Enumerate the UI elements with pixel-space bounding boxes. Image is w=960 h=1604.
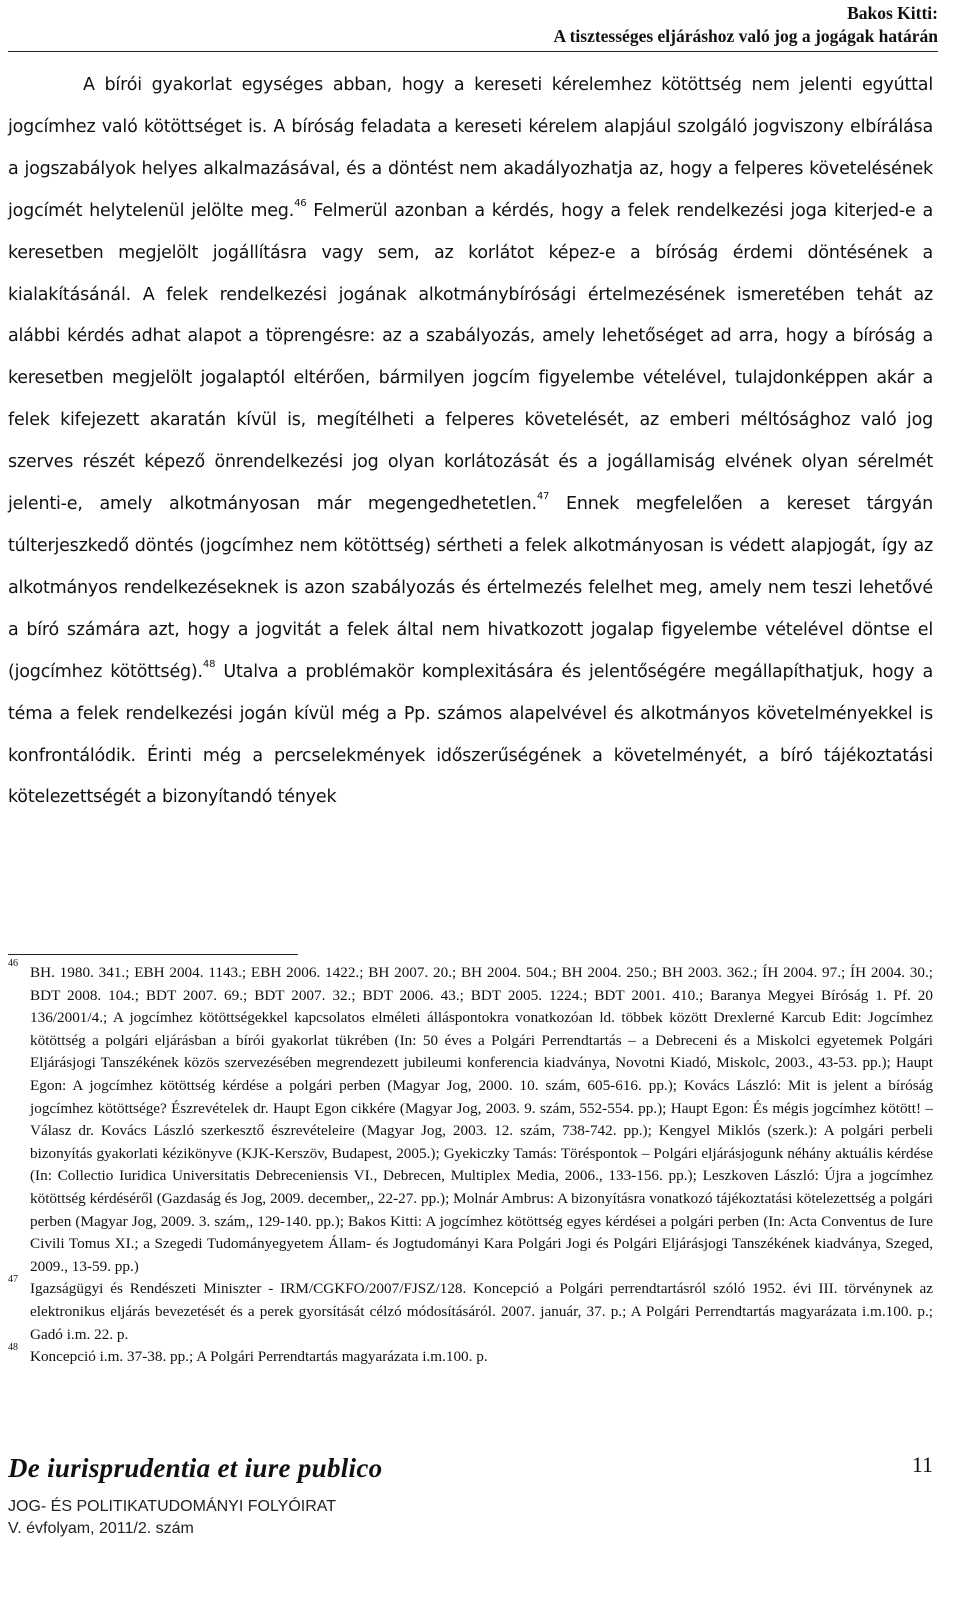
footnote-divider <box>8 954 298 955</box>
footnote-number: 47 <box>8 1274 18 1286</box>
main-text <box>8 65 933 819</box>
text-run: Ennek megfelelően a kereset tárgyán túlterjeszkedő döntés (jogcímhez nem kötöttség) sértheti a felek alkotmányosan is védett alapjogát, így az alkotmányos rendelkezéseknek is azon szabályozás és értelmezés felelhet meg, amely nem teszi lehetővé a bíró számára azt, hogy a jogvitát a felek által nem hivatkozott jogalap figyelembe vételével döntse el (jogcímhez kötöttség). <box>8 494 933 682</box>
footnote-text: BH. 1980. 341.; EBH 2004. 1143.; EBH 2006. 1422.; BH 2007. 20.; BH 2004. 504.; BH 2004. 250.; BH 2003. 362.; ÍH 2004. 97.; ÍH 2004. 30.; BDT 2008. 104.; BDT 2007. 69.; BDT 2007. 32.; BDT 2006. 43.; BDT 2005. 1224.; BDT 2001. 410.; Baranya Megyei Bíróság 1. Pf. 20 136/2001/4.; A jogcímhez kötöttségekkel kapcsolatos elméleti álláspontokra vonatkozóan ld. többek között Drexlerné Karcub Edit: Jogcímhez kötöttség a polgári eljárásban a bírói gyakorlat tükrében (In: 50 éves a Polgári Perrendtartás – a Debreceni és a Miskolci egyetemek Polgári Eljárásjogi Tanszékének közös szervezésében megrendezett jubileumi konferencia kiadványa, Novotni Kiadó, Miskolc, 2003., 43-53. pp.); Haupt Egon: A jogcímhez kötöttség kérdése a polgári perben (Magyar Jog, 2000. 10. szám, 605-616. pp.); Kovács László: Mit is jelent a bíróság jogcímhez kötöttsége? Észrevételek dr. Haupt Egon cikkére (Magyar Jog, 2003. 9. szám, 552-554. pp.); Haupt Egon: És mégis jogcímhez kötött! – Válasz dr. Kovács László szerkesztő észrevételeire (Magyar Jog, 2003. 12. szám, 738-742. pp.); Kengyel Miklós (szerk.): A polgári perbeli bizonyítás gyakorlati kézikönyve (KJK-Kerszöv, Budapest, 2005.); Gyekiczky Tamás: Töréspontok – Polgári eljárásjogunk néhány aktuális kérdése (In: Collectio Iuridica Universitatis Debreceniensis VI., Debrecen, Multiplex Media, 2006., 133-156. pp.); Leszkoven László: Újra a jogcímhez kötöttség kérdéséről (Gazdaság és Jog, 2009. december,, 22-27. pp.); Molnár Ambrus: A bizonyításra vonatkozó tájékoztatási kötelezettség a polgári perben (Magyar Jog, 2009. 3. szám,, 129-140. pp.); Bakos Kitti: A jogcímhez kötöttség egyes kérdései a polgári perben (In: Acta Conventus de Iure Civili Tomus XI.; a Szegedi Tudományegyetem Állam- és Jogtudományi Kara Polgári Jogi és Polgári Eljárásjogi Tanszékének kiadványa, Szeged, 2009., 13-59. pp.) <box>30 964 933 1275</box>
footnote-47 <box>8 1274 933 1346</box>
journal-title: De iurisprudentia et iure publico <box>8 1453 383 1483</box>
volume-info: V. évfolyam, 2011/2. szám <box>8 1520 194 1537</box>
footnote-48 <box>8 1342 933 1369</box>
header-title: A tisztességes eljáráshoz való jog a jogágak határán <box>553 26 938 46</box>
publication-info <box>8 1496 336 1540</box>
text-run: Felmerül azonban a kérdés, hogy a felek rendelkezési joga kiterjed-e a keresetben megjelölt jogállításra vagy sem, az korlátot képez-e a bíróság érdemi döntésének a kialakításánál. A felek rendelkezési jogának alkotmánybírósági értelmezésének ismeretében tehát az alábbi kérdés adhat alapot a töprengésre: az a szabályozás, amely lehetőséget ad arra, hogy a bíróság a keresetben megjelölt jogalaptól eltérően, bármilyen jogcím figyelembe vételével, tulajdonképpen akár a felek kifejezett akaratán kívül is, megítélheti a felperes követelését, az emberi méltósághoz való jog szerves részét képező önrendelkezési jog olyan korlátozását és a jogállamiság elvének olyan sérelmét jelenti-e, amely alkotmányosan már megengedhetetlen. <box>8 200 933 515</box>
footnote-number: 48 <box>8 1342 18 1354</box>
running-header <box>554 2 938 48</box>
footnotes <box>8 958 933 1369</box>
header-divider <box>8 51 938 52</box>
text-run: Utalva a problémakör komplexitására és jelentőségére megállapíthatjuk, hogy a téma a felek rendelkezési jogán kívül még a Pp. számos alapelvével és alkotmányos követelményekkel is konfrontálódik. Érinti még a percselekmények időszerűségének a követelményét, a bíró tájékoztatási kötelezettségét a bizonyítandó tények <box>8 661 933 808</box>
footnote-ref-48[interactable]: 48 <box>202 658 216 670</box>
text-run: A bírói gyakorlat egységes abban, hogy a kereseti kérelemhez kötöttség nem jelenti egyúttal jogcímhez való kötöttséget is. A bíróság feladata a kereseti kérelem alapjául szolgáló jogviszony elbírálása a jogszabályok helyes alkalmazásával, és a döntést nem akadályozhatja az, hogy a felperes követelésének jogcímét helytelenül jelölte meg. <box>8 75 933 221</box>
header-author: Bakos Kitti: <box>847 3 938 23</box>
footnote-number: 46 <box>8 958 18 969</box>
page-number: 11 <box>911 1452 933 1477</box>
footnote-ref-47[interactable]: 47 <box>536 491 550 503</box>
publication-name: JOG- ÉS POLITIKATUDOMÁNYI FOLYÓIRAT <box>8 1498 337 1515</box>
page-footer <box>8 1448 933 1598</box>
footnote-text: Koncepció i.m. 37-38. pp.; A Polgári Perrendtartás magyarázata i.m.100. p. <box>30 1348 488 1366</box>
footnote-text: Igazságügyi és Rendészeti Miniszter - IRM/CGKFO/2007/FJSZ/128. Koncepció a Polgári perrendtartásról szóló 1952. évi III. törvénynek az elektronikus eljárás bevezetését és a perek gyorsítását célzó módosításáról. 2007. január, 37. p.; A Polgári Perrendtartás magyarázata i.m.100. p.; Gadó i.m. 22. p. <box>30 1280 933 1343</box>
paragraph <box>8 65 933 819</box>
footnote-46 <box>8 958 933 1278</box>
footnote-ref-46[interactable]: 46 <box>294 197 307 209</box>
